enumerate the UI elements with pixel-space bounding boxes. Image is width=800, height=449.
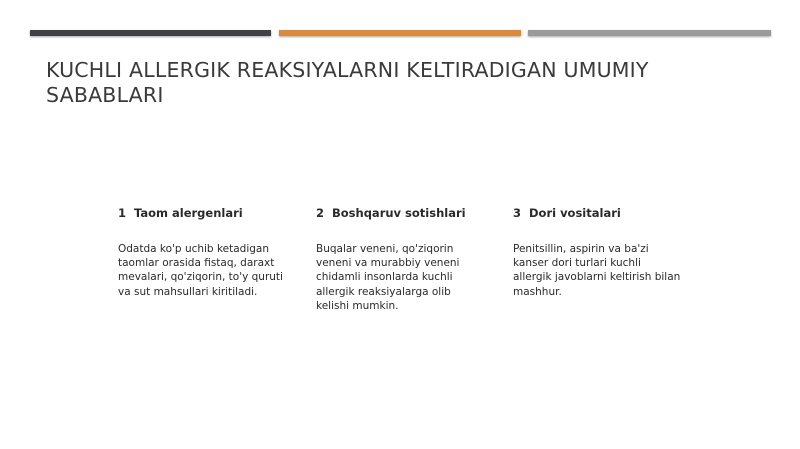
column-heading <box>513 206 688 224</box>
column-heading <box>316 206 491 224</box>
cause-column-drugs <box>513 206 688 299</box>
column-title: Dori vositalari <box>529 206 621 220</box>
column-title: Boshqaruv sotishlari <box>332 206 466 220</box>
cause-column-venom <box>316 206 491 313</box>
accent-bar-gray <box>528 30 771 36</box>
column-body: Buqalar veneni, qo'ziqorin veneni va murabbiy veneni chidamli insonlarda kuchli allergik reaksiyalarga olib kelishi mumkin. <box>316 243 460 312</box>
column-body: Penitsillin, aspirin va ba'zi kanser dori turlari kuchli allergik javoblarni keltirish bilan mashhur. <box>513 243 681 298</box>
accent-bar-orange <box>279 30 521 36</box>
column-title: Taom alergenlari <box>134 206 243 220</box>
column-body: Odatda ko'p uchib ketadigan taomlar orasida fistaq, daraxt mevalari, qo'ziqorin, to'y quruti va sut mahsullari kiritiladi. <box>118 243 283 298</box>
slide-title: KUCHLI ALLERGIK REAKSIYALARNI KELTIRADIGAN UMUMIY SABABLARI <box>46 58 649 107</box>
cause-column-food <box>118 206 293 299</box>
column-heading <box>118 206 293 224</box>
accent-bar-dark <box>30 30 271 36</box>
column-number: 1 <box>118 206 127 220</box>
column-number: 3 <box>513 206 522 220</box>
column-number: 2 <box>316 206 325 220</box>
